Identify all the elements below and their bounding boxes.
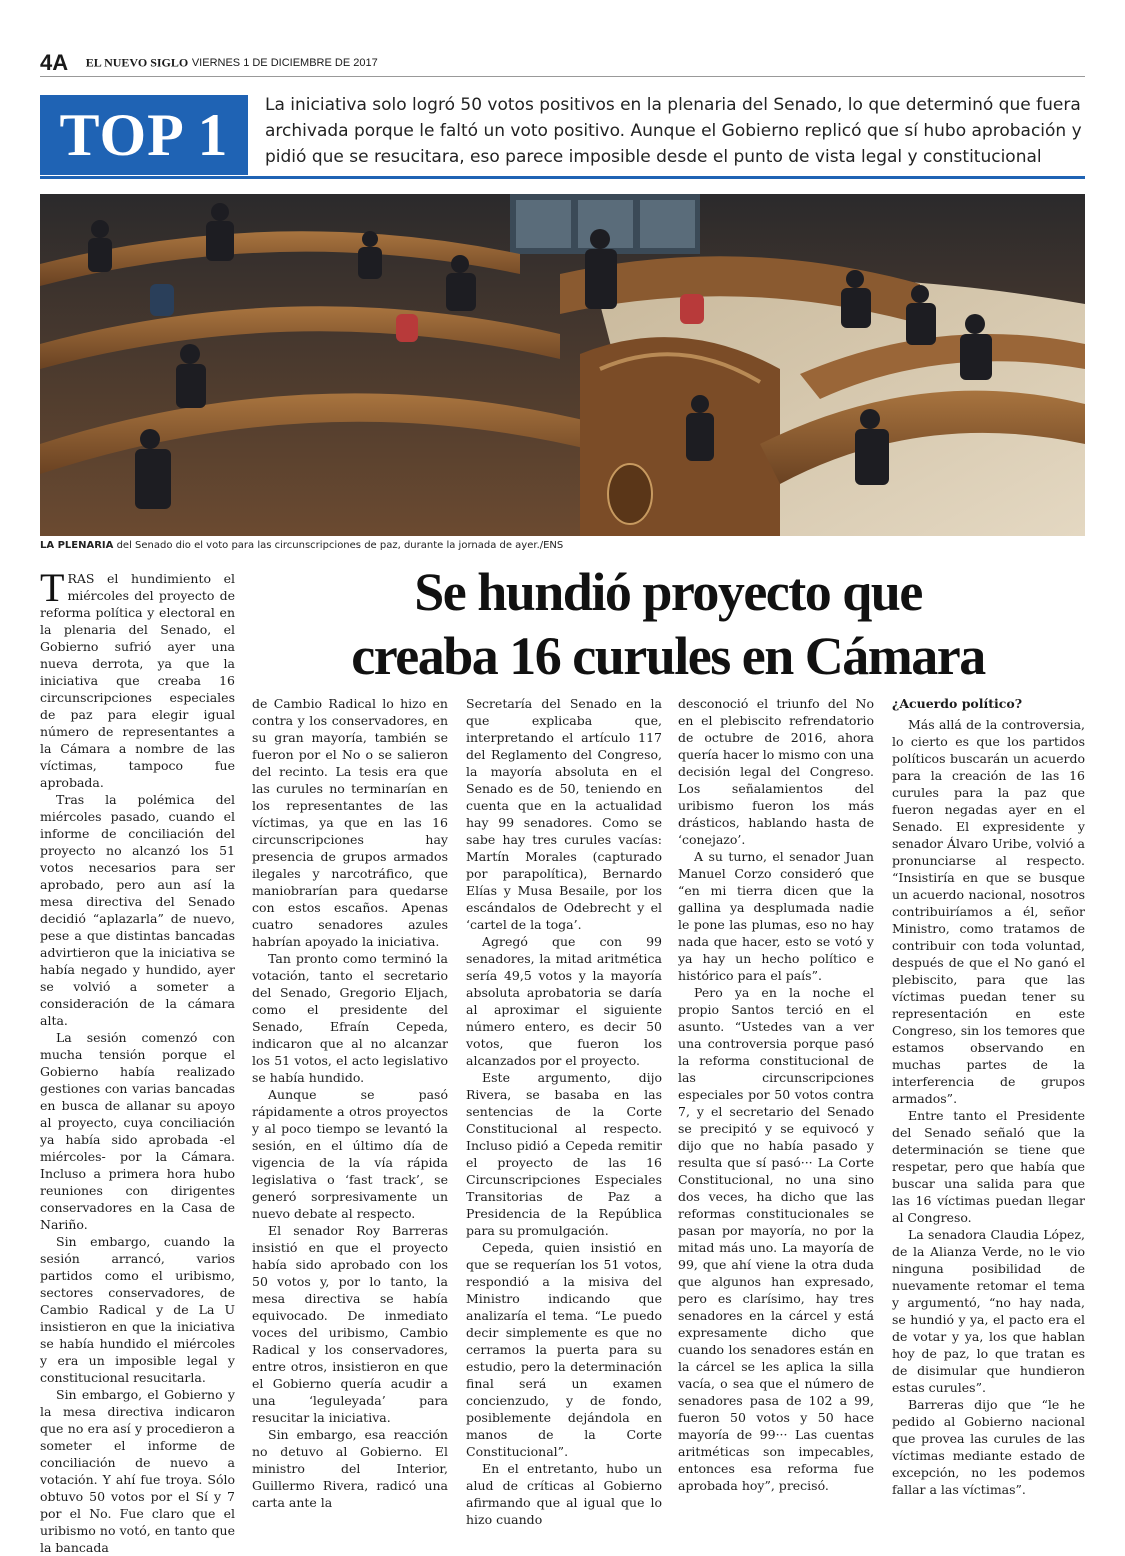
publication-date: VIERNES 1 DE DICIEMBRE DE 2017 xyxy=(191,57,378,69)
article-paragraph: La senadora Claudia López, de la Alianza Verde, no le vio ninguna posibilidad de nuevamente retomar el tema y argumentó, “no hay nada, se hundió y ya, el pacto era el de votar y ya, los que hablan hoy de paz, lo que tratan es de disimular que hundieron estas curules”. xyxy=(892,1227,1085,1395)
senate-plenary-photo xyxy=(40,194,1085,536)
article-paragraph: Entre tanto el Presidente del Senado señaló que la determinación se tiene que respetar, pero que había que buscar una salida para que las 16 víctimas puedan llegar al Congreso. xyxy=(892,1108,1085,1225)
article-column-5 xyxy=(892,695,1085,1498)
publication-name: EL NUEVO SIGLO xyxy=(85,55,189,70)
article-column-4 xyxy=(678,695,874,1494)
article-paragraph: A su turno, el senador Juan Manuel Corzo consideró que “en mi tierra dicen que la gallina ya desplumada nadie le pone las plumas, eso no hay nada que hacer, esto se votó y ya hay un hecho político e histórico para el país”. xyxy=(678,849,874,983)
top-divider xyxy=(40,76,1085,77)
article-paragraph: Sin embargo, esa reacción no detuvo al Gobierno. El ministro del Interior, Guillermo Rivera, radicó una carta ante la xyxy=(252,1427,448,1510)
article-paragraph: Pero ya en la noche el propio Santos terció en el asunto. “Ustedes van a ver una controversia porque pasó la reforma constitucional de las circunscripciones especiales por 50 votos contra 7, y el secretario del Senado se precipitó y se equivocó y dijo que no había pasado y resulta que sí pasó··· La Corte Constitucional, no una sino dos veces, ha dicho que las reformas constitucionales se pasan por mayoría, no por la mitad más uno. La mayoría de 99, que ahí viene la otra duda que algunos han expresado, pero es clarísimo, hay tres senadores en la cárcel y está expresamente dicho que cuando los senadores están en la cárcel se les aplica la silla vacía, o sea que el número de senadores pasa de 102 a 99, fueron 50 votos y 50 hace mayoría de 99··· Las cuentas aritméticas son impecables, entonces esa reforma fue aprobada hoy”, precisó. xyxy=(678,985,874,1493)
article-paragraph: Sin embargo, cuando la sesión arrancó, varios partidos como el uribismo, sectores conservadores, de Cambio Radical y de La U insistieron en que la iniciativa se había hundido el miércoles y era un imposible legal y constitucional resucitarla. xyxy=(40,1234,235,1385)
lead-summary: La iniciativa solo logró 50 votos positivos en la plenaria del Senado, lo que determinó que fuera archivada porque le faltó un voto positivo. Aunque el Gobierno replicó que sí hubo aprobación y pidió que se resucitara, eso parece imposible desde el punto de vista legal y constitucional xyxy=(265,95,1082,167)
article-paragraph: En el entretanto, hubo un alud de críticas al Gobierno afirmando que al igual que lo hizo cuando xyxy=(466,1461,662,1527)
article-paragraph: Más allá de la controversia, lo cierto es que los partidos políticos buscarán un acuerdo para la creación de las 16 curules para la paz que fueron negadas ayer en el Senado. El expresidente y senador Álvaro Uribe, volvió a pronunciarse al respecto. “Insistiría en que se busque un acuerdo nacional, nosotros contribuiríamos a él, señor Ministro, como tratamos de contribuir con toda voluntad, después de que el No ganó el plebiscito, para que las víctimas puedan tener su representación en este Congreso, sin los temores que estamos observando en muchas partes de la interferencia de grupos armados”. xyxy=(892,717,1085,1106)
article-paragraph: El senador Roy Barreras insistió en que el proyecto había sido aprobado con los 50 votos y, por lo tanto, la mesa directiva se había equivocado. De inmediato voces del uribismo, Cambio Radical y los conservadores, entre otros, insistieron en que el Gobierno quería acudir a una ‘leguleyada’ para resucitar la iniciativa. xyxy=(252,1223,448,1425)
article-paragraph: Sin embargo, el Gobierno y la mesa directiva indicaron que no era así y procedieron a someter el informe de conciliación de nuevo a votación. Y ahí fue troya. Sólo obtuvo 50 votos por el Sí y 7 por el No. Fue claro que el uribismo no votó, en tanto que la bancada xyxy=(40,1387,235,1555)
caption-lead: LA PLENARIA xyxy=(40,540,114,551)
article-paragraph: Secretaría del Senado en la que explicaba que, interpretando el artículo 117 del Reglamento del Congreso, la mayoría absoluta en el Senado es de 50, teniendo en cuenta que en la actualidad hay 99 senadores. Como se sabe hay tres curules vacías: Martín Morales (capturado por parapolítica), Bernardo Elías y Musa Besaile, por los escándalos de Odebrecht y el ‘cartel de la toga’. xyxy=(466,696,662,932)
article-column-2 xyxy=(252,695,448,1511)
banner-divider xyxy=(40,176,1085,179)
article-paragraph: de Cambio Radical lo hizo en contra y los conservadores, en su gran mayoría, también se fueron por el No o se salieron del recinto. La tesis era que las curules no terminarían en los representantes de las víctimas, ya que en las 16 circunscripciones hay presencia de grupos armados ilegales y narcotráfico, que maniobrarían para quedarse con estos escaños. Apenas cuatro senadores azules habrían apoyado la iniciativa. xyxy=(252,696,448,949)
article-paragraph: Agregó que con 99 senadores, la mitad aritmética sería 49,5 votos y la mayoría absoluta aprobatoria se daría al aproximar el siguiente número entero, es decir 50 votos, que fueron los alcanzados por el proyecto. xyxy=(466,934,662,1068)
article-paragraph: Tan pronto como terminó la votación, tanto el secretario del Senado, Gregorio Eljach, como el presidente del Senado, Efraín Cepeda, indicaron que al no alcanzar los 51 votos, el acto legislativo se había hundido. xyxy=(252,951,448,1085)
paragraph-text: RAS el hundimiento el miércoles del proyecto de reforma política y electoral en la plenaria del Senado, el Gobierno sufrió ayer una nueva derrota, ya que la iniciativa que creaba 16 circunscripciones especiales de paz para elegir igual número de representantes a la Cámara a nombre de las víctimas, tampoco fue aprobada. xyxy=(40,571,235,790)
article-paragraph: Cepeda, quien insistió en que se requerían los 51 votos, respondió a la misiva del Ministro indicando que analizaría el tema. “Le puedo decir simplemente es que no cerramos la puerta para su estudio, pero la determinación final será un examen concienzudo, y de fondo, posiblemente dejándola en manos de la Corte Constitucional”. xyxy=(466,1240,662,1459)
caption-text: del Senado dio el voto para las circunscripciones de paz, durante la jornada de ayer./ENS xyxy=(113,540,564,551)
section-subhead: ¿Acuerdo político? xyxy=(892,696,1023,711)
article-paragraph xyxy=(40,565,235,791)
article-paragraph: Tras la polémica del miércoles pasado, cuando el informe de conciliación del proyecto no alcanzó los 51 votos necesarios para ser aprobado, pero aun así la mesa directiva del Senado decidió “aplazarla” de nuevo, pese a que distintas bancadas advirtieron que la iniciativa se había negado y hundido, ayer se volvió a someter a consideración de la cámara alta. xyxy=(40,792,235,1028)
article-paragraph: Aunque se pasó rápidamente a otros proyectos y al poco tiempo se levantó la sesión, en el último día de vigencia de la vía rápida legislativa o ‘fast track’, se generó sorpresivamente un nuevo debate al respecto. xyxy=(252,1087,448,1221)
drop-cap: T xyxy=(40,565,65,610)
article-column-3 xyxy=(466,695,662,1528)
page-number: 4A xyxy=(40,50,69,75)
page-folio xyxy=(40,50,378,76)
headline-line-2: creaba 16 curules en Cámara xyxy=(351,626,985,686)
article-paragraph: desconoció el triunfo del No en el plebiscito refrendatorio de octubre de 2016, ahora quería hacer lo mismo con una decisión legal del Congreso. Los señalamientos del uribismo fueron los más drásticos, hablando hasta de ‘conejazo’. xyxy=(678,696,874,847)
article-paragraph: Barreras dijo que “le he pedido al Gobierno nacional que provea las curules de las víctimas mediante estado de excepción, no les podemos fallar a las víctimas”. xyxy=(892,1397,1085,1497)
photo-caption xyxy=(40,540,563,551)
article-column-1 xyxy=(40,565,235,1556)
article-paragraph: La sesión comenzó con mucha tensión porque el Gobierno había realizado gestiones con varias bancadas en busca de allanar su apoyo al proyecto, cuya conciliación ya había sido aprobada -el miércoles- por la Cámara. Incluso a primera hora hubo reuniones con dirigentes conservadores en la Casa de Nariño. xyxy=(40,1030,235,1232)
headline xyxy=(250,560,1086,688)
headline-line-1: Se hundió proyecto que xyxy=(414,562,922,622)
article-paragraph: Este argumento, dijo Rivera, se basaba en las sentencias de la Corte Constitucional al respecto. Incluso pidió a Cepeda remitir el proyecto de las 16 Circunscripciones Especiales Transitorias de Paz a Presidencia de la República para su promulgación. xyxy=(466,1070,662,1238)
top-badge: TOP 1 xyxy=(40,95,248,175)
